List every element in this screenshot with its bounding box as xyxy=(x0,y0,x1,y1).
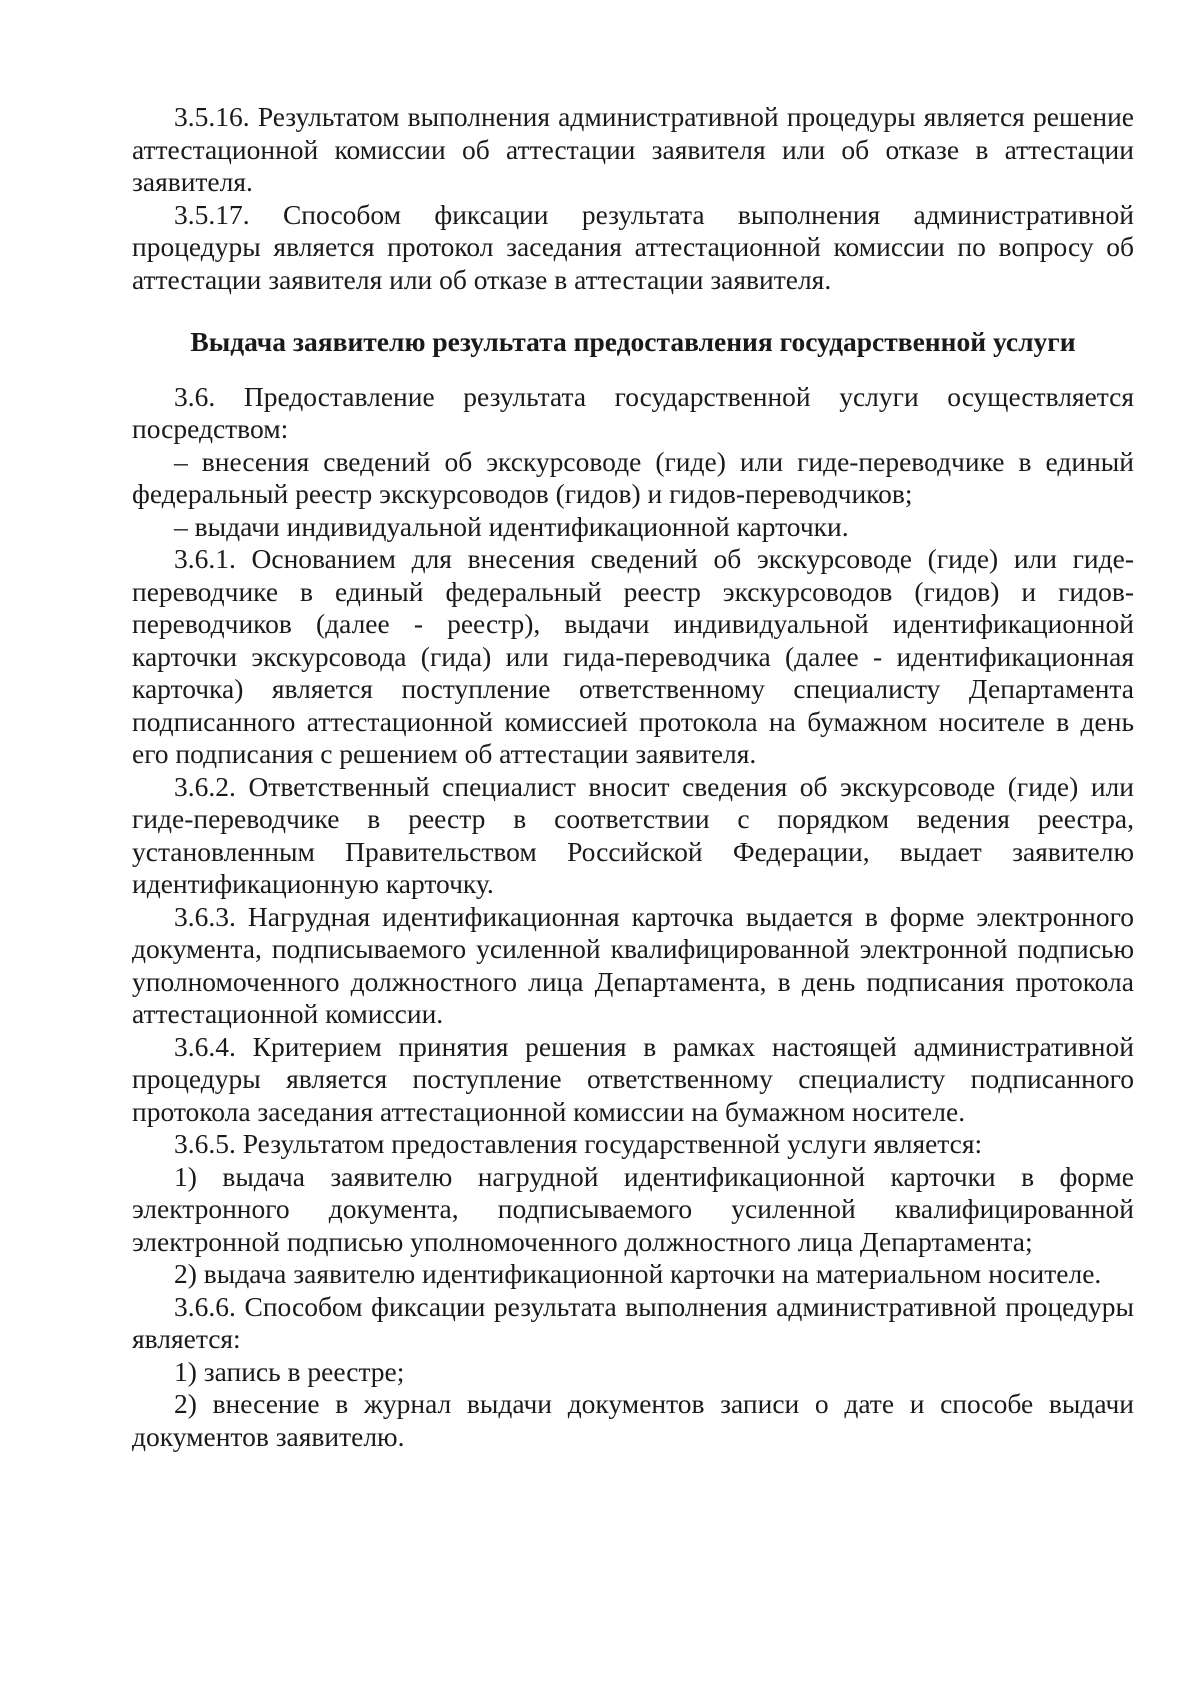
list-item-registry-entry: 1) запись в реестре; xyxy=(174,1355,405,1387)
section-heading: Выдача заявителю результата предоставления государственной услуги xyxy=(190,326,1076,357)
list-item-register: – внесения сведений об экскурсоводе (гиде) или гиде-переводчике в единый федеральный реестр экскурсоводов (гидов) и гидов-переводчиков; xyxy=(132,445,1134,509)
paragraph-3-6-6: 3.6.6. Способом фиксации результата выполнения административной процедуры является: xyxy=(132,1290,1134,1354)
list-item-material-card: 2) выдача заявителю идентификационной карточки на материальном носителе. xyxy=(174,1258,1102,1289)
document-body xyxy=(132,101,1134,1453)
paragraph-3-6-3: 3.6.3. Нагрудная идентификационная карточка выдается в форме электронного документа, подписываемого усиленной квалифицированной электронной подписью уполномоченного должностного лица Департамента, в день подписания протокола аттестационной комиссии. xyxy=(132,900,1134,1029)
list-item-electronic-card: 1) выдача заявителю нагрудной идентификационной карточки в форме электронного документа, подписываемого усиленной квалифицированной электронной подписью уполномоченного должностного лица Департамента; xyxy=(132,1160,1134,1257)
list-item-journal-entry: 2) внесение в журнал выдачи документов записи о дате и способе выдачи документов заявителю. xyxy=(132,1388,1134,1452)
paragraph-3-5-17: 3.5.17. Способом фиксации результата выполнения административной процедуры является протокол заседания аттестационной комиссии по вопросу об аттестации заявителя или об отказе в аттестации заявителя. xyxy=(132,198,1134,295)
paragraph-3-6-2: 3.6.2. Ответственный специалист вносит сведения об экскурсоводе (гиде) или гиде-переводчике в реестр в соответствии с порядком ведения реестра, установленным Правительством Российской Федерации, выдает заявителю идентификационную карточку. xyxy=(132,770,1134,899)
paragraph-3-6-1: 3.6.1. Основанием для внесения сведений об экскурсоводе (гиде) или гиде-переводчике в единый федеральный реестр экскурсоводов (гидов) и гидов-переводчиков (далее - реестр), выдачи индивидуальной идентификационной карточки экскурсовода (гида) или гида-переводчика (далее - идентификационная карточка) является поступление ответственному специалисту Департамента подписанного аттестационной комиссией протокола на бумажном носителе в день его подписания с решением об аттестации заявителя. xyxy=(132,543,1134,769)
paragraph-3-6: 3.6. Предоставление результата государственной услуги осуществляется посредством: xyxy=(132,380,1134,444)
paragraph-3-6-4: 3.6.4. Критерием принятия решения в рамках настоящей административной процедуры является поступление ответственному специалисту подписанного протокола заседания аттестационной комиссии на бумажном носителе. xyxy=(132,1030,1134,1127)
paragraph-3-6-5: 3.6.5. Результатом предоставления государственной услуги является: xyxy=(174,1128,983,1159)
paragraph-3-5-16: 3.5.16. Результатом выполнения административной процедуры является решение аттестационной комиссии об аттестации заявителя или об отказе в аттестации заявителя. xyxy=(132,101,1134,197)
list-item-card: – выдачи индивидуальной идентификационной карточки. xyxy=(174,510,849,542)
